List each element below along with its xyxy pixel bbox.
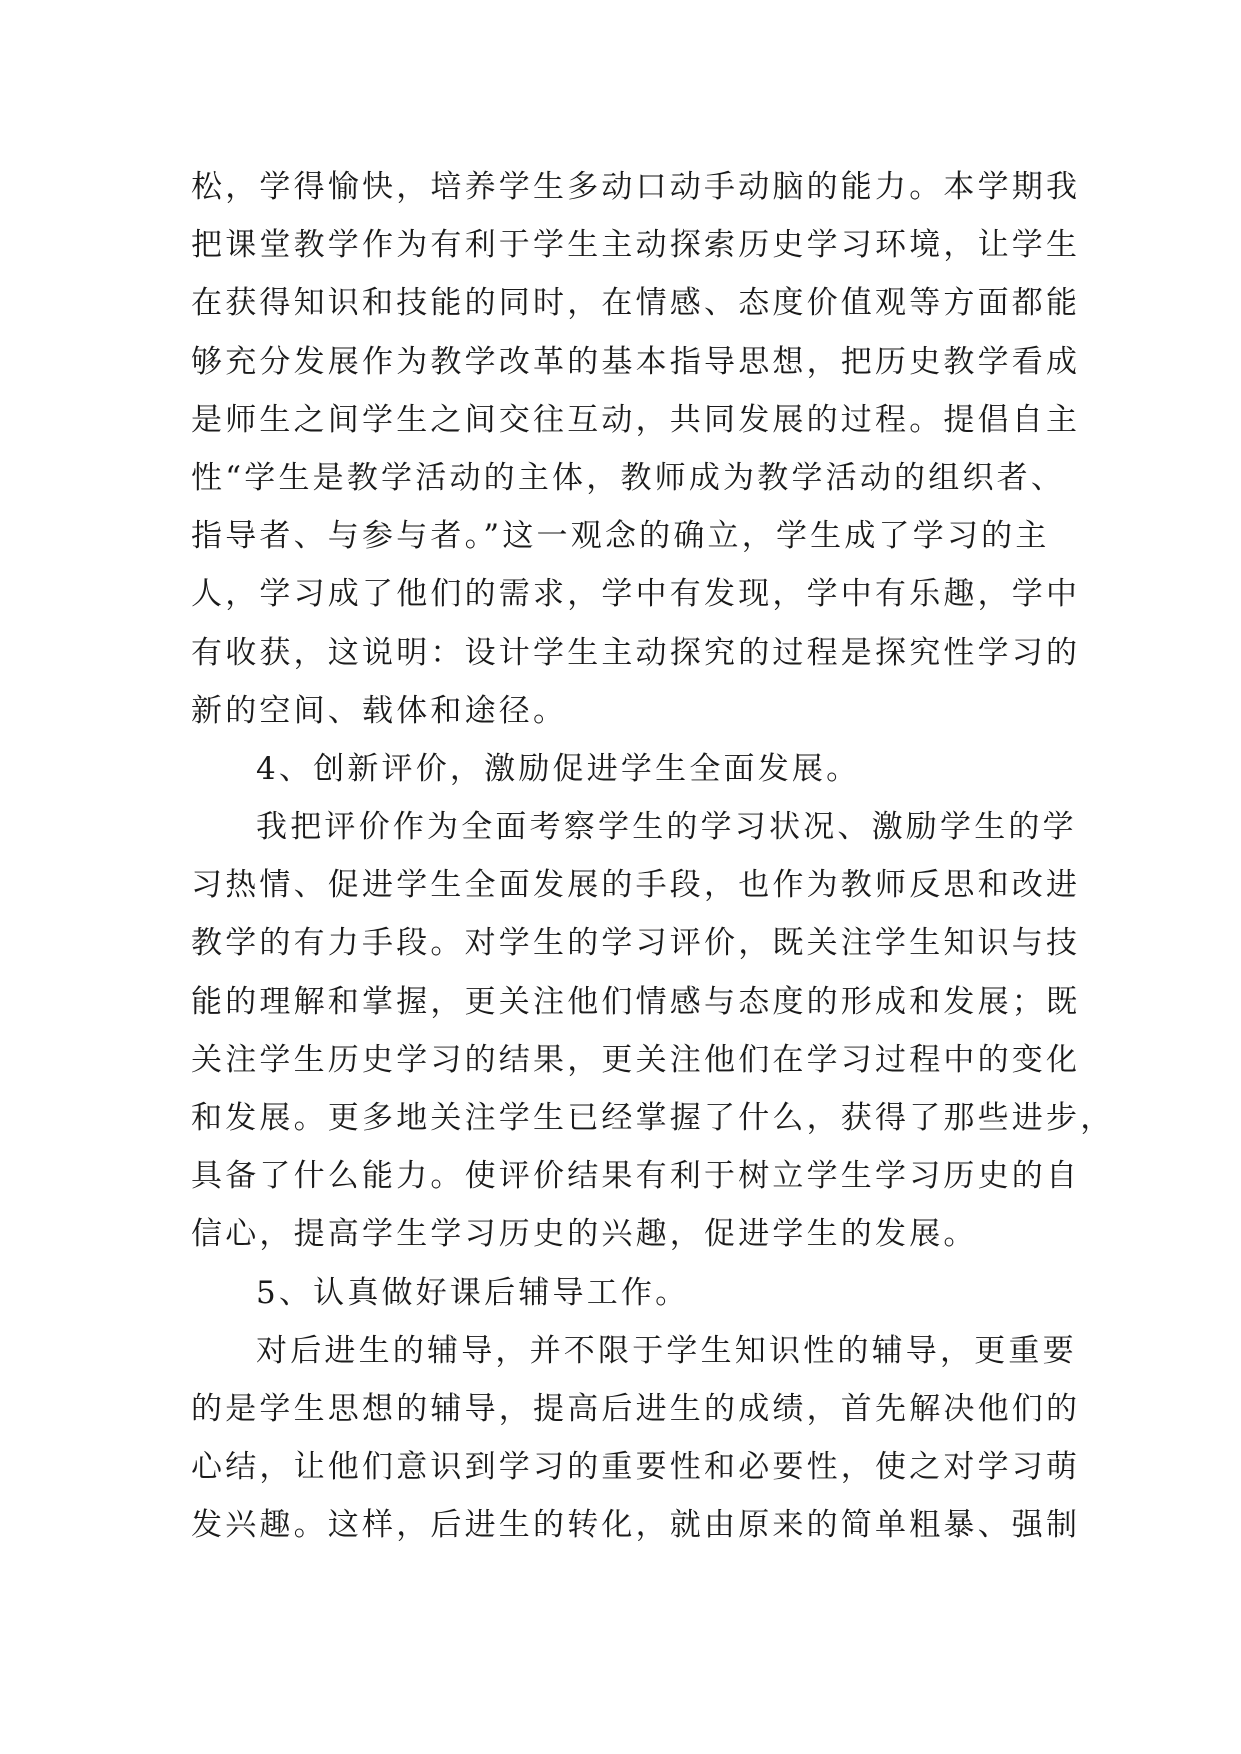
paragraph-first-line: 我把评价作为全面考察学生的学习状况、激励学生的学 [256, 809, 1077, 846]
paragraph-first-line: 对后进生的辅导，并不限于学生知识性的辅导，更重要 [256, 1332, 1077, 1369]
text-line: 习热情、促进学生全面发展的手段，也作为教师反思和改进 [191, 867, 1081, 904]
text-line: 的是学生思想的辅导，提高后进生的成绩，首先解决他们的 [191, 1390, 1081, 1427]
body-text [191, 158, 1115, 1555]
text-line: 把课堂教学作为有利于学生主动探索历史学习环境，让学生 [191, 227, 1081, 264]
text-line: 够充分发展作为教学改革的基本指导思想，把历史教学看成 [191, 343, 1081, 380]
text-line: 教学的有力手段。对学生的学习评价，既关注学生知识与技 [191, 925, 1081, 962]
section-heading: 5、认真做好课后辅导工作。 [256, 1274, 690, 1311]
text-line: 信心，提高学生学习历史的兴趣，促进学生的发展。 [191, 1216, 978, 1253]
text-line: 人，学习成了他们的需求，学中有发现，学中有乐趣，学中 [191, 576, 1081, 613]
text-line: 松，学得愉快，培养学生多动口动手动脑的能力。本学期我 [191, 169, 1081, 205]
text-line: 在获得知识和技能的同时，在情感、态度价值观等方面都能 [191, 285, 1081, 322]
text-line: 发兴趣。这样，后进生的转化，就由原来的简单粗暴、强制 [191, 1507, 1081, 1544]
text-line: 是师生之间学生之间交往互动，共同发展的过程。提倡自主 [191, 401, 1081, 438]
text-line: 关注学生历史学习的结果，更关注他们在学习过程中的变化 [191, 1041, 1081, 1078]
text-line: 新的空间、载体和途径。 [191, 692, 568, 729]
text-line: 性“学生是教学活动的主体，教师成为教学活动的组织者、 [191, 459, 1066, 496]
text-line: 心结，让他们意识到学习的重要性和必要性，使之对学习萌 [191, 1449, 1081, 1486]
text-line: 有收获，这说明：设计学生主动探究的过程是探究性学习的 [191, 634, 1081, 671]
text-line: 指导者、与参与者。”这一观念的确立，学生成了学习的主 [191, 518, 1050, 555]
text-line: 能的理解和掌握，更关注他们情感与态度的形成和发展；既 [191, 983, 1081, 1020]
text-line: 具备了什么能力。使评价结果有利于树立学生学习历史的自 [191, 1158, 1081, 1195]
text-line: 和发展。更多地关注学生已经掌握了什么，获得了那些进步， [191, 1100, 1115, 1136]
section-heading: 4、创新评价，激励促进学生全面发展。 [256, 750, 861, 787]
